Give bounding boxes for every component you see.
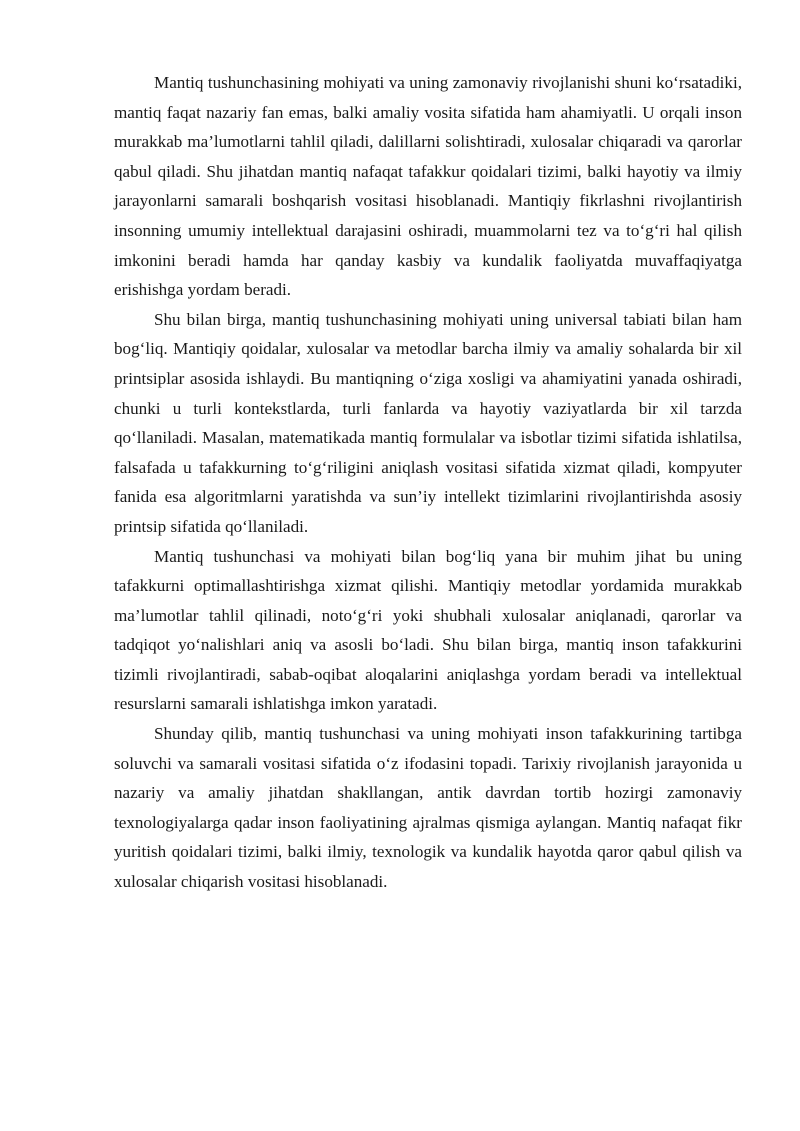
document-body (114, 68, 742, 897)
paragraph-4: Shunday qilib, mantiq tushunchasi va uning mohiyati inson tafakkurining tartibga soluvchi va samarali vositasi sifatida o‘z ifodasini topadi. Tarixiy rivojlanish jarayonida u nazariy va amaliy jihatdan shakllangan, antik davrdan tortib hozirgi zamonaviy texnologiyalarga qadar inson faoliyatining ajralmas qismiga aylangan. Mantiq nafaqat fikr yuritish qoidalari tizimi, balki ilmiy, texnologik va kundalik hayotda qaror qabul qilish va xulosalar chiqarish vositasi hisoblanadi. (114, 724, 742, 892)
paragraph-3: Mantiq tushunchasi va mohiyati bilan bog‘liq yana bir muhim jihat bu uning tafakkurni optimallashtirishga xizmat qilishi. Mantiqiy metodlar yordamida murakkab ma’lumotlar tahlil qilinadi, noto‘g‘ri yoki shubhali xulosalar aniqlanadi, qarorlar va tadqiqot yo‘nalishlari aniq va asosli bo‘ladi. Shu bilan birga, mantiq inson tafakkurini tizimli rivojlantiradi, sabab-oqibat aloqalarini aniqlashga yordam beradi va intellektual resurslarni samarali ishlatishga imkon yaratadi. (114, 546, 742, 714)
paragraph-2: Shu bilan birga, mantiq tushunchasining mohiyati uning universal tabiati bilan ham bog‘liq. Mantiqiy qoidalar, xulosalar va metodlar barcha ilmiy va amaliy sohalarda bir xil printsiplar asosida ishlaydi. Bu mantiqning o‘ziga xosligi va ahamiyatini yanada oshiradi, chunki u turli kontekstlarda, turli fanlarda va hayotiy vaziyatlarda bir xil tarzda qo‘llaniladi. Masalan, matematikada mantiq formulalar va isbotlar tizimi sifatida ishlatilsa, falsafada u tafakkurning to‘g‘riligini aniqlash vositasi sifatida xizmat qiladi, kompyuter fanida esa algoritmlarni yaratishda va sun’iy intellekt tizimlarini rivojlantirishda asosiy printsip sifatida qo‘llaniladi. (114, 309, 742, 536)
paragraph-1: Mantiq tushunchasining mohiyati va uning zamonaviy rivojlanishi shuni ko‘rsatadiki, mantiq faqat nazariy fan emas, balki amaliy vosita sifatida ham ahamiyatli. U orqali inson murakkab ma’lumotlarni tahlil qiladi, dalillarni solishtiradi, xulosalar chiqaradi va qarorlar qabul qiladi. Shu jihatdan mantiq nafaqat tafakkur qoidalari tizimi, balki hayotiy va ilmiy jarayonlarni samarali boshqarish vositasi hisoblanadi. Mantiqiy fikrlashni rivojlantirish insonning umumiy intellektual darajasini oshiradi, muammolarni tez va to‘g‘ri hal qilish imkonini beradi hamda har qanday kasbiy va kundalik faoliyatda muvaffaqiyatga erishishga yordam beradi. (114, 73, 742, 300)
